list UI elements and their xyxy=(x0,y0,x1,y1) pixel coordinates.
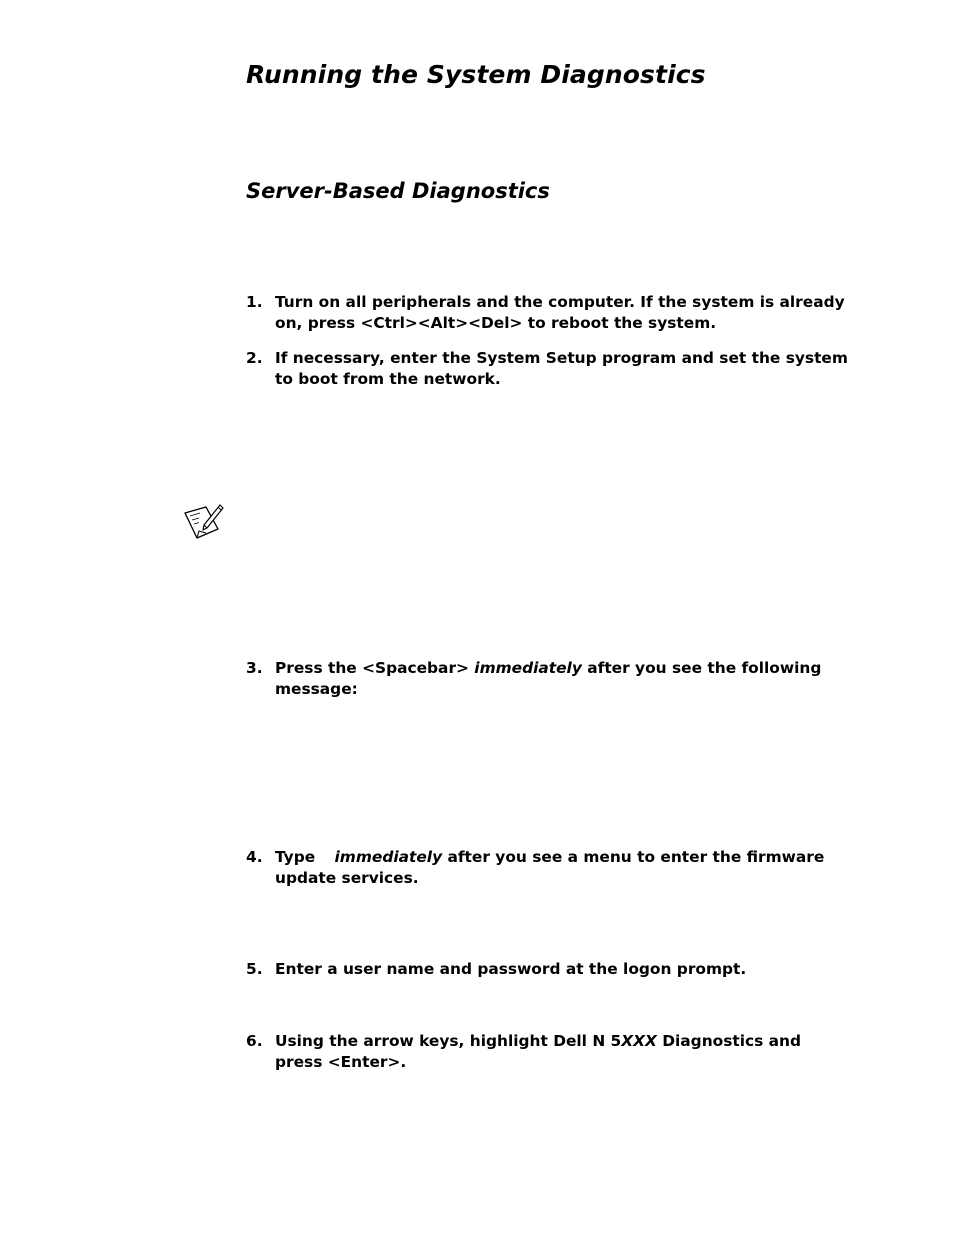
step-text-line xyxy=(275,847,846,868)
step-number: 1. xyxy=(246,293,263,311)
emphasis-text: XXX xyxy=(621,1032,657,1050)
step-text xyxy=(275,348,846,389)
step-number: 3. xyxy=(246,659,263,677)
step-text-line: to boot from the network. xyxy=(275,369,501,388)
step-text-part: after you see a menu to enter the firmware xyxy=(442,848,825,866)
step-text-line: Enter a user name and password at the logon prompt. xyxy=(275,960,747,978)
step-4 xyxy=(246,847,846,888)
step-number: 4. xyxy=(246,848,263,866)
step-text-line: press <Enter>. xyxy=(275,1052,407,1071)
emphasis-text: immediately xyxy=(474,659,582,677)
step-text-line xyxy=(275,658,846,679)
section-heading: Server-Based Diagnostics xyxy=(246,179,550,203)
step-text-part: Using the arrow keys, highlight Dell N 5 xyxy=(275,1032,622,1050)
step-text-line: If necessary, enter the System Setup program and set the system xyxy=(275,349,848,367)
step-2 xyxy=(246,348,846,389)
note-pencil-icon xyxy=(182,503,224,543)
step-number: 2. xyxy=(246,349,263,367)
step-text-line: update services. xyxy=(275,868,419,887)
step-text xyxy=(275,658,846,699)
emphasis-text: immediately xyxy=(334,848,443,866)
step-number: 6. xyxy=(246,1032,263,1050)
step-text-line: Turn on all peripherals and the computer. If the system is already xyxy=(275,293,845,311)
step-text xyxy=(275,959,846,980)
step-text-line xyxy=(275,1031,846,1052)
step-text-part: after you see the following xyxy=(581,659,822,677)
step-text xyxy=(275,847,846,888)
step-text-line: message: xyxy=(275,679,358,698)
page-title: Running the System Diagnostics xyxy=(246,60,706,89)
step-text-part: Type xyxy=(275,848,321,866)
step-5 xyxy=(246,959,846,980)
step-number: 5. xyxy=(246,960,263,978)
step-text-part: Diagnostics and xyxy=(656,1032,802,1050)
step-text xyxy=(275,1031,846,1072)
step-3 xyxy=(246,658,846,699)
step-text xyxy=(275,292,846,333)
step-6 xyxy=(246,1031,846,1072)
step-text-line: on, press <Ctrl><Alt><Del> to reboot the system. xyxy=(275,313,717,332)
step-1 xyxy=(246,292,846,333)
step-text-part: Press the <Spacebar> xyxy=(275,659,475,677)
